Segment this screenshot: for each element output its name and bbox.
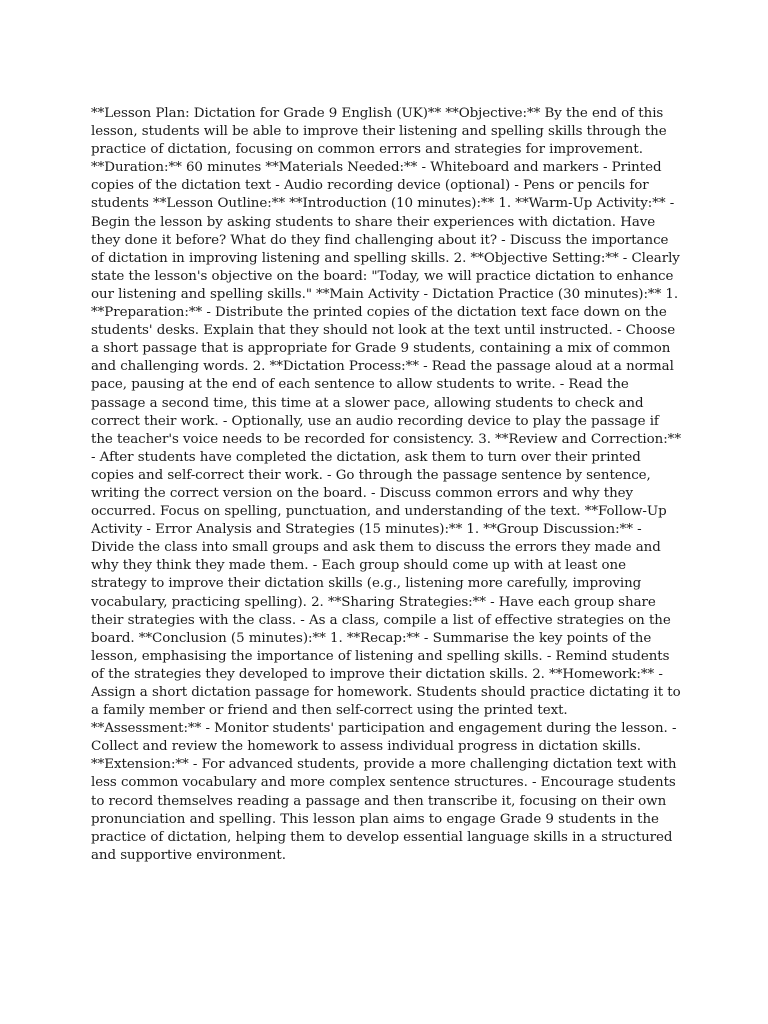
document-body-text: **Lesson Plan: Dictation for Grade 9 English (UK)** **Objective:** By the end of this lesson, students will be able to improve their listening and spelling skills through the practice of dictation, focusing on common errors and strategies for improvement. **Duration:** 60 minutes **Materials Needed:** - Whiteboard and markers - Printed copies of the dictation text - Audio recording device (optional) - Pens or pencils for students **Lesson Outline:** **Introduction (10 minutes):** 1. **Warm-Up Activity:** - Begin the lesson by asking students to share their experiences with dictation. Have they done it before? What do they find challenging about it? - Discuss the importance of dictation in improving listening and spelling skills. 2. **Objective Setting:** - Clearly state the lesson's objective on the board: "Today, we will practice dictation to enhance our listening and spelling skills." **Main Activity - Dictation Practice (30 minutes):** 1. **Preparation:** - Distribute the printed copies of the dictation text face down on the students' desks. Explain that they should not look at the text until instructed. - Choose a short passage that is appropriate for Grade 9 students, containing a mix of common and challenging words. 2. **Dictation Process:** - Read the passage aloud at a normal pace, pausing at the end of each sentence to allow students to write. - Read the passage a second time, this time at a slower pace, allowing students to check and correct their work. - Optionally, use an audio recording device to play the passage if the teacher's voice needs to be recorded for consistency. 3. **Review and Correction:** - After students have completed the dictation, ask them to turn over their printed copies and self-correct their work. - Go through the passage sentence by sentence, writing the correct version on the board. - Discuss common errors and why they occurred. Focus on spelling, punctuation, and understanding of the text. **Follow-Up Activity - Error Analysis and Strategies (15 minutes):** 1. **Group Discussion:** - Divide the class into small groups and ask them to discuss the errors they made and why they think they made them. - Each group should come up with at least one strategy to improve their dictation skills (e.g., listening more carefully, improving vocabulary, practicing spelling). 2. **Sharing Strategies:** - Have each group share their strategies with the class. - As a class, compile a list of effective strategies on the board. **Conclusion (5 minutes):** 1. **Recap:** - Summarise the key points of the lesson, emphasising the importance of listening and spelling skills. - Remind students of the strategies they developed to improve their dictation skills. 2. **Homework:** - Assign a short dictation passage for homework. Students should practice dictating it to a family member or friend and then self-correct using the printed text. **Assessment:** - Monitor students' participation and engagement during the lesson. - Collect and review the homework to assess individual progress in dictation skills. **Extension:** - For advanced students, provide a more challenging dictation text with less common vocabulary and more complex sentence structures. - Encourage students to record themselves reading a passage and then transcribe it, focusing on their own pronunciation and spelling. This lesson plan aims to engage Grade 9 students in the practice of dictation, helping them to develop essential language skills in a structured and supportive environment. bbox=[91, 106, 681, 863]
